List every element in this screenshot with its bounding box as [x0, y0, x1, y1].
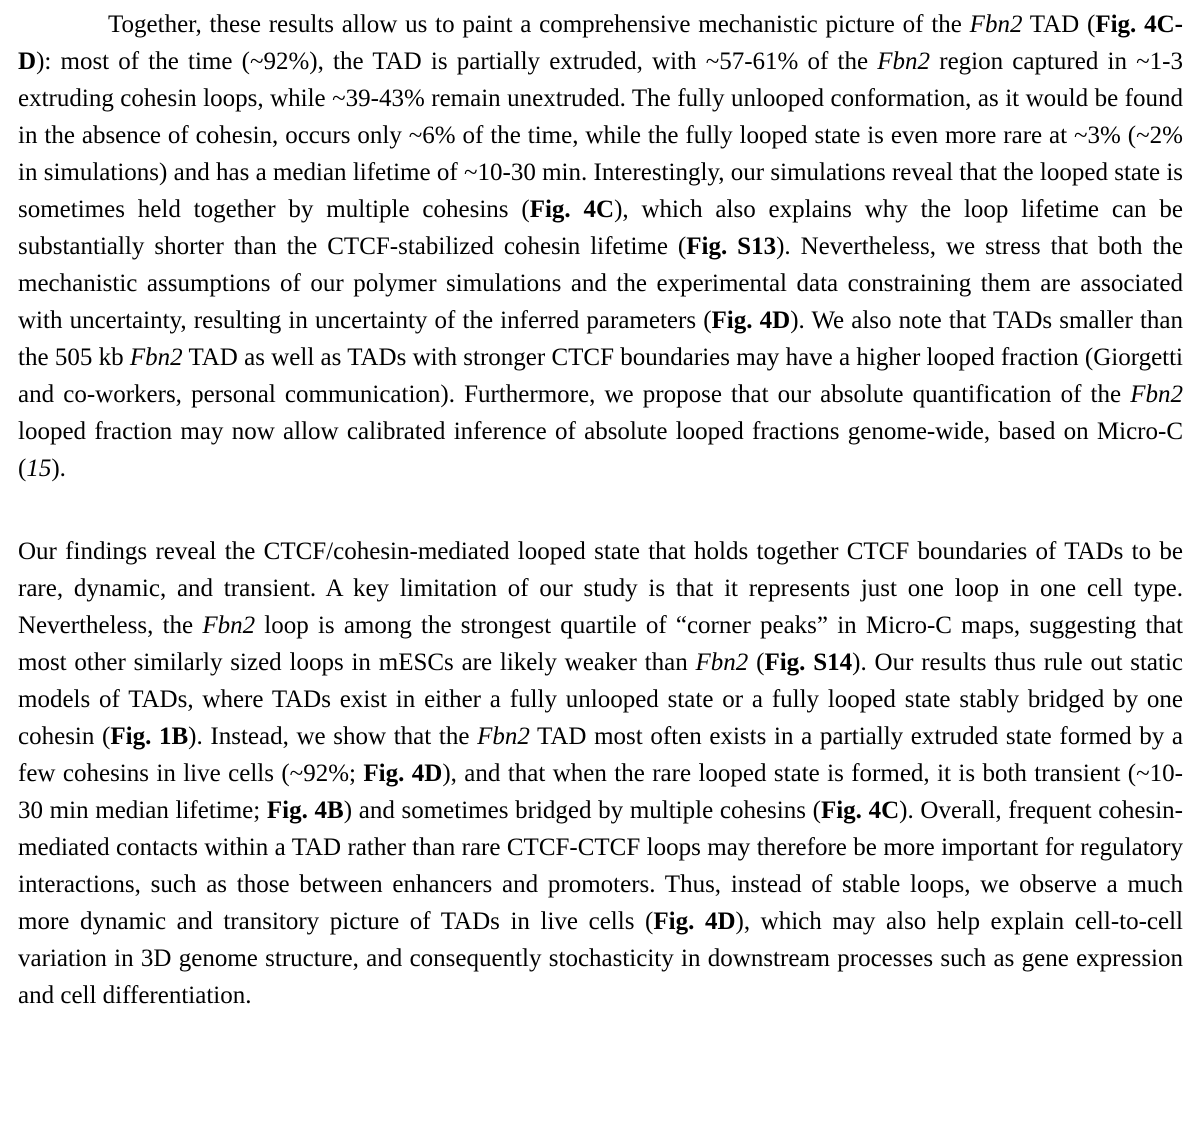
text-run: TAD as well as TADs with stronger CTCF boundaries may have a higher looped fraction (Giorgetti and co-workers, personal communication). Furthermore, we propose that our absolute quantification of the: [18, 344, 1184, 408]
text-run: ). Instead, we show that the: [188, 723, 478, 750]
italic-term: Fbn2: [477, 723, 530, 750]
figure-reference: Fig. S14: [764, 649, 853, 676]
document-page: [18, 6, 1183, 1014]
figure-reference: Fig. 4D: [653, 908, 736, 935]
text-run: region captured in ~1-3 extruding cohesin loops, while ~39-43% remain unextruded. The fully unlooped conformation, as it would be found in the absence of cohesin, occurs only ~6% of the time, while the fully looped state is even more rare at ~3% (~2% in simulations) and has a median lifetime of ~10-30 min. Interestingly, our simulations reveal that the looped state is sometimes held together by multiple cohesins (: [18, 48, 1183, 223]
text-run: ), and that when the rare looped state is formed, it is both transient (~10-30 min median lifetime;: [18, 760, 1183, 824]
italic-term: Fbn2: [1130, 381, 1183, 408]
figure-reference: Fig. 4D: [363, 760, 443, 787]
figure-reference: Fig. 4C: [529, 196, 615, 223]
italic-term: Fbn2: [969, 11, 1023, 38]
text-run: Our findings reveal the CTCF/cohesin-mediated looped state that holds together CTCF boundaries of TADs to be rare, dynamic, and transient. A key limitation of our study is that it represents just one loop in one cell type. Nevertheless, the: [18, 538, 1183, 639]
text-run: ). Our results thus rule out static models of TADs, where TADs exist in either a fully unlooped state or a fully looped state stably bridged by one cohesin (: [18, 649, 1183, 750]
text-run: ).: [51, 455, 66, 482]
italic-term: Fbn2: [202, 612, 256, 639]
figure-reference: Fig. 4C-D: [18, 11, 1183, 75]
italic-term: 15: [26, 455, 52, 482]
figure-reference: Fig. 4B: [266, 797, 344, 824]
text-run: loop is among the strongest quartile of “corner peaks” in Micro-C maps, suggesting that most other similarly sized loops in mESCs are likely weaker than: [18, 612, 1184, 676]
text-run: Together, these results allow us to paint a comprehensive mechanistic picture of the: [108, 11, 970, 38]
text-run: TAD most often exists in a partially extruded state formed by a few cohesins in live cells (~92%;: [18, 723, 1183, 787]
italic-term: Fbn2: [695, 649, 749, 676]
text-run: ), which may also help explain cell-to-cell variation in 3D genome structure, and consequently stochasticity in downstream processes such as gene expression and cell differentiation.: [18, 908, 1183, 1009]
figure-reference: Fig. S13: [686, 233, 777, 260]
text-run: TAD (: [1022, 11, 1096, 38]
text-run: ), which also explains why the loop lifetime can be substantially shorter than the CTCF-stabilized cohesin lifetime (: [18, 196, 1183, 260]
text-run: ): most of the time (~92%), the TAD is partially extruded, with ~57-61% of the: [36, 48, 878, 75]
figure-reference: Fig. 4C: [820, 797, 900, 824]
text-run: (: [748, 649, 765, 676]
italic-term: Fbn2: [877, 48, 931, 75]
text-run: looped fraction may now allow calibrated inference of absolute looped fractions genome-wide, based on Micro-C (: [18, 418, 1183, 482]
text-run: ). We also note that TADs smaller than the 505 kb: [18, 307, 1183, 371]
text-run: ) and sometimes bridged by multiple cohesins (: [343, 797, 821, 824]
paragraph-2: [18, 533, 1183, 1014]
figure-reference: Fig. 1B: [110, 723, 189, 750]
figure-reference: Fig. 4D: [711, 307, 791, 334]
text-run: ). Nevertheless, we stress that both the mechanistic assumptions of our polymer simulations and the experimental data constraining them are associated with uncertainty, resulting in uncertainty of the inferred parameters (: [18, 233, 1183, 334]
italic-term: Fbn2: [129, 344, 183, 371]
text-run: ). Overall, frequent cohesin-mediated contacts within a TAD rather than rare CTCF-CTCF loops may therefore be more important for regulatory interactions, such as those between enhancers and promoters. Thus, instead of stable loops, we observe a much more dynamic and transitory picture of TADs in live cells (: [18, 797, 1183, 935]
paragraph-1: [18, 6, 1183, 487]
